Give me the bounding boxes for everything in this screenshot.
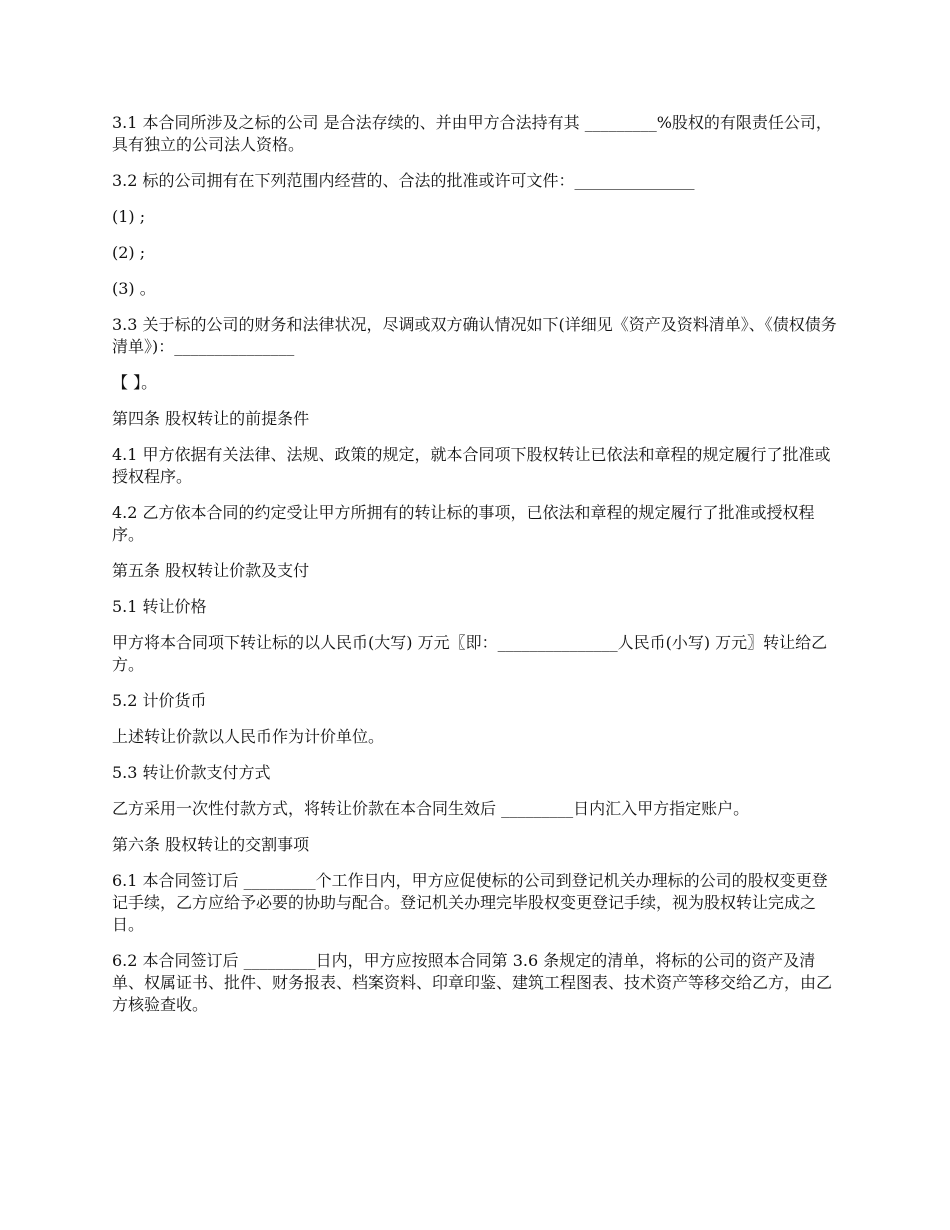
document-body — [112, 112, 840, 1030]
clause-3-1: 3.1 本合同所涉及之标的公司 是合法存续的、并由甲方合法持有其 _________%股权的有限责任公司，具有独立的公司法人资格。 — [112, 113, 832, 154]
clause-4-1: 4.1 甲方依据有关法律、法规、政策的规定，就本合同项下股权转让已依法和章程的规定履行了批准或授权程序。 — [112, 445, 831, 486]
clause-5-2-heading: 5.2 计价货币 — [112, 691, 207, 710]
clause-3-3: 3.3 关于标的公司的财务和法律状况，尽调或双方确认情况如下(详细见《资产及资料清单》、《债权债务清单》)：_______________ — [112, 315, 837, 356]
clause-5-3-body: 乙方采用一次性付款方式，将转让价款在本合同生效后 _________日内汇入甲方指定账户。 — [112, 799, 750, 818]
clause-5-1-body: 甲方将本合同项下转让标的以人民币(大写) 万元〖即：_______________人民币(小写) 万元〗转让给乙方。 — [112, 633, 828, 674]
list-item-1: (1) ; — [112, 207, 146, 226]
article-6-heading: 第六条 股权转让的交割事项 — [112, 835, 310, 854]
clause-5-2-body: 上述转让价款以人民币作为计价单位。 — [112, 727, 385, 746]
clause-6-1: 6.1 本合同签订后 _________个工作日内，甲方应促使标的公司到登记机关办理标的公司的股权变更登记手续，乙方应给予必要的协助与配合。登记机关办理完毕股权变更登记手续，视为股权转让完成之日。 — [112, 871, 828, 934]
clause-4-2: 4.2 乙方依本合同的约定受让甲方所拥有的转让标的事项，已依法和章程的规定履行了批准或授权程序。 — [112, 503, 815, 544]
list-item-3: (3) 。 — [112, 279, 156, 298]
clause-3-2: 3.2 标的公司拥有在下列范围内经营的、合法的批准或许可文件：_______________ — [112, 171, 695, 190]
list-item-2: (2) ; — [112, 243, 146, 262]
clause-5-3-heading: 5.3 转让价款支付方式 — [112, 763, 271, 782]
clause-6-2: 6.2 本合同签订后 _________日内，甲方应按照本合同第 3.6 条规定的清单，将标的公司的资产及清单、权属证书、批件、财务报表、档案资料、印章印鉴、建筑工程图表、技术资产等移交给乙方，由乙方核验查收。 — [112, 951, 833, 1014]
clause-5-1-heading: 5.1 转让价格 — [112, 597, 207, 616]
article-5-heading: 第五条 股权转让价款及支付 — [112, 561, 310, 580]
article-4-heading: 第四条 股权转让的前提条件 — [112, 409, 310, 428]
bracket-placeholder: 【 】。 — [112, 373, 158, 392]
